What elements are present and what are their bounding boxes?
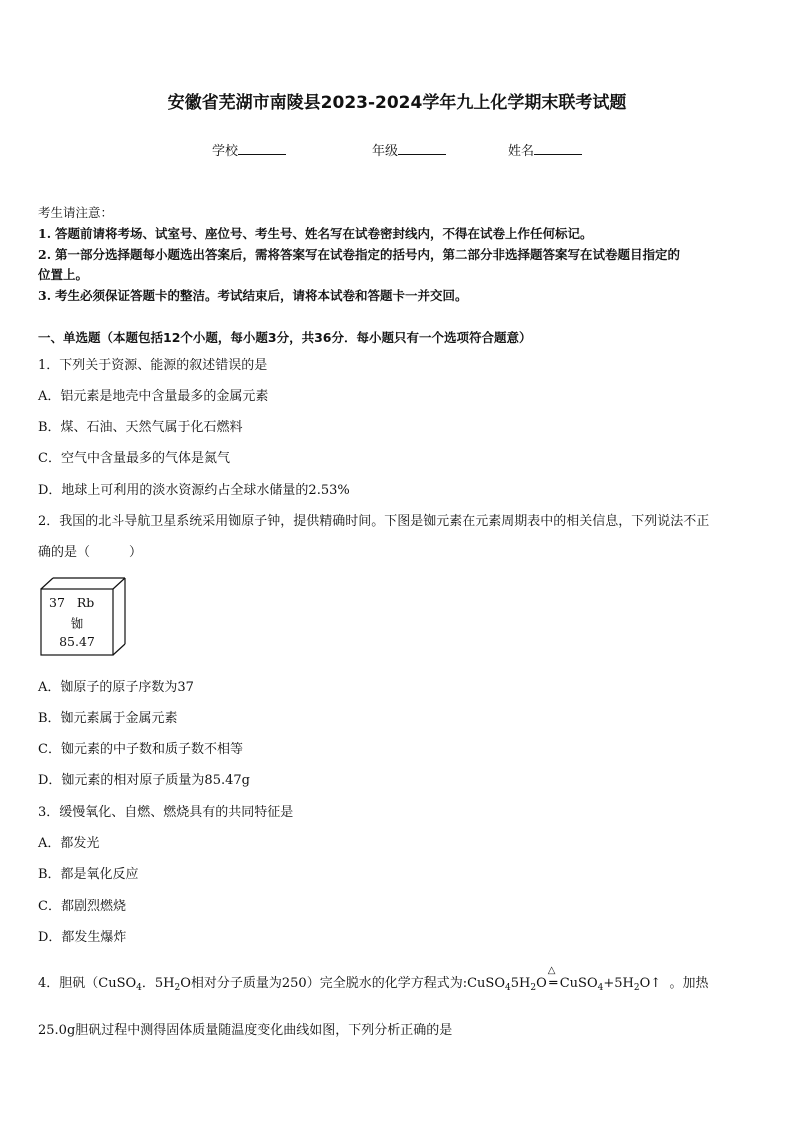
eq-part: CuSO	[467, 976, 505, 991]
q4-text: O相对分子质量为250）完全脱水的化学方程式为:	[180, 976, 468, 991]
eq-part: O↑	[639, 976, 662, 991]
notice-text: 答题前请将考场、试室号、座位号、考生号、姓名写在试卷密封线内，不得在试卷上作任何标记。	[55, 226, 593, 241]
element-number-symbol	[49, 595, 111, 610]
eq-part: CuSO	[559, 976, 598, 991]
name-blank[interactable]	[534, 142, 582, 155]
eq-part: O	[536, 976, 547, 991]
q1-stem: 1．下列关于资源、能源的叙述错误的是	[38, 358, 268, 373]
school-blank[interactable]	[238, 142, 286, 155]
q3-option-c[interactable]: C．都剧烈燃烧	[38, 899, 126, 914]
notice-num: 1.	[38, 226, 52, 241]
grade-label: 年级	[372, 144, 399, 159]
q2-stem-cont: 确的是（ ）	[38, 545, 143, 560]
element-number: 37	[49, 595, 65, 610]
element-card	[38, 577, 128, 657]
school-label: 学校	[212, 144, 239, 159]
notice-text: 考生必须保证答题卡的整洁。考试结束后，请将本试卷和答题卡一并交回。	[55, 288, 468, 303]
q3-option-d[interactable]: D．都发生爆炸	[38, 930, 127, 945]
subscript: 2	[633, 983, 640, 993]
grade-field	[372, 140, 446, 159]
grade-blank[interactable]	[398, 142, 446, 155]
notice-text: 位置上。	[38, 267, 89, 282]
subscript: 4	[504, 983, 511, 993]
element-mass: 85.47	[59, 634, 95, 649]
subscript: 4	[136, 983, 142, 993]
q4-stem-cont: 25.0g胆矾过程中测得固体质量随温度变化曲线如图，下列分析正确的是	[38, 1023, 453, 1038]
q2-stem: 2．我国的北斗导航卫星系统采用铷原子钟，提供精确时间。下图是铷元素在元素周期表中的相关信息，下列说法不正	[38, 514, 710, 529]
q2-option-c[interactable]: C．铷元素的中子数和质子数不相等	[38, 742, 243, 757]
subscript: 2	[174, 983, 181, 993]
page-title: 安徽省芜湖市南陵县2023-2024学年九上化学期末联考试题	[167, 93, 627, 113]
notice-heading: 考生请注意：	[38, 205, 114, 220]
q1-option-c[interactable]: C．空气中含量最多的气体是氮气	[38, 451, 230, 466]
q1-option-a[interactable]: A．铝元素是地壳中含量最多的金属元素	[38, 389, 269, 404]
q4-text: 4．胆矾（CuSO	[38, 976, 137, 991]
notice-item-1	[38, 224, 593, 242]
q3-option-b[interactable]: B．都是氧化反应	[38, 867, 139, 882]
notice-num: 3.	[38, 288, 52, 303]
school-field	[212, 140, 286, 159]
name-field	[508, 140, 582, 159]
notice-num: 2.	[38, 247, 52, 262]
q2-option-d[interactable]: D．铷元素的相对原子质量为85.47g	[38, 773, 250, 788]
notice-item-3	[38, 286, 468, 304]
notice-item-2	[38, 245, 680, 263]
element-symbol: Rb	[76, 595, 95, 610]
subscript: 2	[530, 983, 537, 993]
name-label: 姓名	[508, 144, 535, 159]
chemical-equation	[467, 965, 662, 993]
q3-stem: 3．缓慢氧化、自燃、燃烧具有的共同特征是	[38, 805, 294, 820]
q1-option-d[interactable]: D．地球上可利用的淡水资源约占全球水储量的2.53%	[38, 483, 350, 498]
q1-option-b[interactable]: B．煤、石油、天然气属于化石燃料	[38, 420, 243, 435]
eq-equals: ═	[549, 976, 558, 991]
section-heading: 一、单选题（本题包括12个小题，每小题3分，共36分．每小题只有一个选项符合题意）	[38, 330, 532, 345]
q4-text: ．5H	[141, 976, 175, 991]
eq-part: 5H	[510, 976, 531, 991]
q3-option-a[interactable]: A．都发光	[38, 836, 100, 851]
delta-icon: △	[547, 965, 556, 976]
q4-text: 。加热	[669, 976, 709, 991]
q4-stem	[38, 965, 709, 993]
subscript: 4	[597, 983, 604, 993]
eq-part: +5H	[603, 976, 634, 991]
notice-item-2-cont	[38, 265, 88, 283]
q2-option-b[interactable]: B．铷元素属于金属元素	[38, 711, 178, 726]
element-name: 铷	[70, 616, 84, 631]
notice-text: 第一部分选择题每小题选出答案后，需将答案写在试卷指定的括号内，第二部分非选择题答案写在试卷题目指定的	[55, 247, 681, 262]
q2-option-a[interactable]: A．铷原子的原子序数为37	[38, 680, 194, 695]
heat-equals-sign	[547, 965, 560, 991]
